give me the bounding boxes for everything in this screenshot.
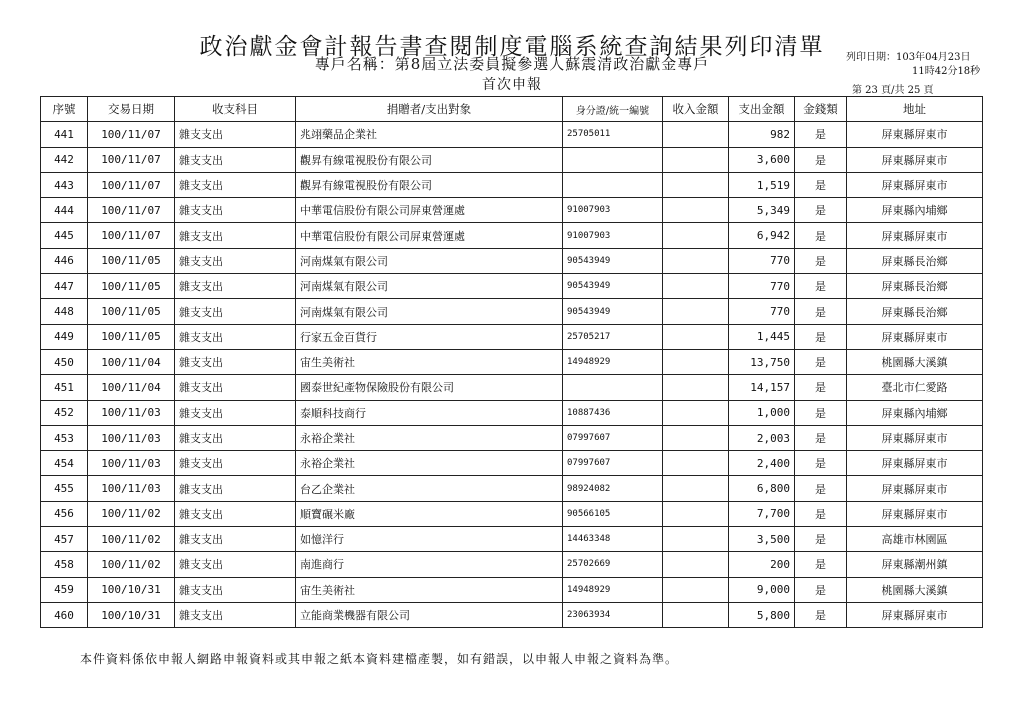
cell-cash: 是 [795,324,847,349]
table-row [41,602,983,627]
column-header-income: 收入金額 [663,97,729,122]
cell-address: 屏東縣內埔鄉 [847,400,983,425]
cell-id: 90543949 [563,299,663,324]
cell-expense: 770 [729,248,795,273]
account-name: 專戶名稱：第8屆立法委員擬參選人蘇震清政治獻金專戶 [314,55,710,73]
cell-date: 100/11/04 [88,349,175,374]
table-row [41,400,983,425]
cell-seq: 455 [41,476,88,501]
cell-cash: 是 [795,476,847,501]
cell-item: 雜支支出 [175,476,296,501]
column-header-item: 收支科目 [175,97,296,122]
table-row [41,274,983,299]
cell-seq: 449 [41,324,88,349]
cell-date: 100/11/07 [88,172,175,197]
cell-id: 23063934 [563,602,663,627]
table-row [41,223,983,248]
cell-item: 雜支支出 [175,324,296,349]
cell-seq: 442 [41,147,88,172]
cell-item: 雜支支出 [175,349,296,374]
cell-address: 屏東縣長治鄉 [847,299,983,324]
cell-expense: 200 [729,552,795,577]
cell-income [663,349,729,374]
cell-date: 100/11/03 [88,425,175,450]
cell-cash: 是 [795,501,847,526]
table-row [41,248,983,273]
cell-income [663,476,729,501]
page-indicator: 第 23 頁/共 25 頁 [852,85,934,96]
cell-income [663,274,729,299]
cell-income [663,501,729,526]
cell-seq: 445 [41,223,88,248]
cell-income [663,602,729,627]
table-row [41,552,983,577]
cell-item: 雜支支出 [175,552,296,577]
cell-cash: 是 [795,552,847,577]
table-row [41,324,983,349]
cell-address: 屏東縣長治鄉 [847,274,983,299]
cell-payee: 永裕企業社 [296,451,563,476]
cell-id: 25705217 [563,324,663,349]
cell-id: 14463348 [563,527,663,552]
table-row [41,172,983,197]
cell-expense: 3,500 [729,527,795,552]
column-header-date: 交易日期 [88,97,175,122]
cell-payee: 國泰世紀產物保險股份有限公司 [296,375,563,400]
cell-item: 雜支支出 [175,274,296,299]
table-row [41,501,983,526]
cell-address: 臺北市仁愛路 [847,375,983,400]
cell-cash: 是 [795,198,847,223]
cell-id: 07997607 [563,451,663,476]
cell-date: 100/11/05 [88,248,175,273]
print-date: 列印日期：103年04月23日 [846,52,971,63]
cell-seq: 457 [41,527,88,552]
cell-payee: 兆翊藥品企業社 [296,122,563,147]
cell-seq: 448 [41,299,88,324]
cell-address: 屏東縣屏東市 [847,172,983,197]
cell-address: 屏東縣屏東市 [847,425,983,450]
cell-seq: 447 [41,274,88,299]
cell-address: 屏東縣屏東市 [847,501,983,526]
cell-item: 雜支支出 [175,602,296,627]
table-row [41,198,983,223]
cell-cash: 是 [795,527,847,552]
cell-expense: 9,000 [729,577,795,602]
cell-id [563,147,663,172]
cell-address: 屏東縣屏東市 [847,324,983,349]
cell-id: 98924082 [563,476,663,501]
cell-address: 桃園縣大溪鎮 [847,349,983,374]
cell-date: 100/11/07 [88,223,175,248]
cell-expense: 770 [729,274,795,299]
cell-item: 雜支支出 [175,147,296,172]
cell-cash: 是 [795,299,847,324]
cell-date: 100/11/03 [88,400,175,425]
cell-income [663,577,729,602]
cell-date: 100/11/02 [88,552,175,577]
cell-expense: 1,000 [729,400,795,425]
cell-date: 100/11/02 [88,501,175,526]
report-title: 政治獻金會計報告書查閱制度電腦系統查詢結果列印清單 [199,34,825,60]
cell-income [663,122,729,147]
cell-cash: 是 [795,400,847,425]
cell-item: 雜支支出 [175,577,296,602]
cell-address: 屏東縣屏東市 [847,602,983,627]
cell-expense: 6,942 [729,223,795,248]
column-header-expense: 支出金額 [729,97,795,122]
cell-id: 14948929 [563,349,663,374]
cell-address: 桃園縣大溪鎮 [847,577,983,602]
cell-expense: 3,600 [729,147,795,172]
cell-address: 高雄市林園區 [847,527,983,552]
cell-item: 雜支支出 [175,172,296,197]
cell-address: 屏東縣屏東市 [847,122,983,147]
cell-address: 屏東縣屏東市 [847,223,983,248]
cell-cash: 是 [795,172,847,197]
cell-payee: 泰順科技商行 [296,400,563,425]
cell-id: 90543949 [563,274,663,299]
cell-date: 100/11/05 [88,274,175,299]
cell-cash: 是 [795,425,847,450]
cell-seq: 444 [41,198,88,223]
cell-expense: 5,349 [729,198,795,223]
cell-expense: 982 [729,122,795,147]
cell-id: 91007903 [563,223,663,248]
cell-item: 雜支支出 [175,198,296,223]
table-row [41,375,983,400]
cell-payee: 順寶碾米廠 [296,501,563,526]
column-header-address: 地址 [847,97,983,122]
filing-type: 首次申報 [482,77,542,93]
cell-payee: 河南煤氣有限公司 [296,248,563,273]
cell-payee: 河南煤氣有限公司 [296,299,563,324]
cell-item: 雜支支出 [175,501,296,526]
column-header-payee: 捐贈者/支出對象 [296,97,563,122]
cell-date: 100/11/04 [88,375,175,400]
cell-seq: 441 [41,122,88,147]
cell-payee: 永裕企業社 [296,425,563,450]
cell-id: 25702669 [563,552,663,577]
cell-address: 屏東縣屏東市 [847,476,983,501]
cell-expense: 1,445 [729,324,795,349]
cell-item: 雜支支出 [175,223,296,248]
cell-cash: 是 [795,274,847,299]
cell-seq: 450 [41,349,88,374]
cell-item: 雜支支出 [175,248,296,273]
print-time: 11時42分18秒 [912,66,981,77]
cell-seq: 456 [41,501,88,526]
cell-expense: 2,003 [729,425,795,450]
cell-id: 10887436 [563,400,663,425]
ledger-table [40,96,983,628]
table-row [41,299,983,324]
cell-payee: 宙生美術社 [296,577,563,602]
cell-cash: 是 [795,122,847,147]
table-row [41,349,983,374]
cell-payee: 台乙企業社 [296,476,563,501]
cell-income [663,375,729,400]
cell-address: 屏東縣長治鄉 [847,248,983,273]
cell-income [663,172,729,197]
cell-seq: 459 [41,577,88,602]
cell-income [663,248,729,273]
cell-seq: 452 [41,400,88,425]
table-row [41,451,983,476]
cell-date: 100/10/31 [88,577,175,602]
cell-seq: 451 [41,375,88,400]
cell-id: 07997607 [563,425,663,450]
cell-cash: 是 [795,223,847,248]
cell-id: 14948929 [563,577,663,602]
cell-income [663,147,729,172]
cell-expense: 2,400 [729,451,795,476]
cell-payee: 南進商行 [296,552,563,577]
cell-address: 屏東縣屏東市 [847,147,983,172]
cell-date: 100/11/03 [88,451,175,476]
table-row [41,122,983,147]
cell-id: 90566105 [563,501,663,526]
cell-payee: 中華電信股份有限公司屏東營運處 [296,198,563,223]
cell-income [663,324,729,349]
cell-date: 100/11/07 [88,147,175,172]
cell-date: 100/10/31 [88,602,175,627]
cell-payee: 宙生美術社 [296,349,563,374]
cell-income [663,451,729,476]
cell-payee: 觀昇有線電視股份有限公司 [296,147,563,172]
cell-item: 雜支支出 [175,122,296,147]
cell-cash: 是 [795,577,847,602]
cell-date: 100/11/07 [88,198,175,223]
column-header-seq: 序號 [41,97,88,122]
cell-income [663,400,729,425]
cell-income [663,198,729,223]
column-header-id: 身分證/統一編號 [563,97,663,122]
cell-payee: 行家五金百貨行 [296,324,563,349]
cell-seq: 446 [41,248,88,273]
cell-expense: 1,519 [729,172,795,197]
table-row [41,527,983,552]
cell-id [563,375,663,400]
cell-payee: 如憶洋行 [296,527,563,552]
cell-payee: 中華電信股份有限公司屏東營運處 [296,223,563,248]
table-row [41,425,983,450]
cell-income [663,552,729,577]
cell-payee: 河南煤氣有限公司 [296,274,563,299]
cell-payee: 立能商業機器有限公司 [296,602,563,627]
cell-cash: 是 [795,349,847,374]
table-row [41,147,983,172]
cell-id: 25705011 [563,122,663,147]
cell-id: 91007903 [563,198,663,223]
cell-date: 100/11/03 [88,476,175,501]
cell-date: 100/11/05 [88,324,175,349]
cell-date: 100/11/05 [88,299,175,324]
cell-cash: 是 [795,602,847,627]
column-header-cash: 金錢類 [795,97,847,122]
cell-cash: 是 [795,451,847,476]
cell-seq: 460 [41,602,88,627]
cell-seq: 453 [41,425,88,450]
cell-address: 屏東縣屏東市 [847,451,983,476]
cell-seq: 454 [41,451,88,476]
table-row [41,577,983,602]
cell-item: 雜支支出 [175,451,296,476]
cell-item: 雜支支出 [175,527,296,552]
cell-expense: 5,800 [729,602,795,627]
cell-address: 屏東縣內埔鄉 [847,198,983,223]
cell-id: 90543949 [563,248,663,273]
cell-item: 雜支支出 [175,400,296,425]
cell-item: 雜支支出 [175,425,296,450]
cell-address: 屏東縣潮州鎮 [847,552,983,577]
cell-date: 100/11/02 [88,527,175,552]
table-row [41,476,983,501]
cell-seq: 458 [41,552,88,577]
cell-income [663,299,729,324]
cell-seq: 443 [41,172,88,197]
footer-note: 本件資料係依申報人網路申報資料或其申報之紙本資料建檔產製，如有錯誤，以申報人申報之資料為準。 [80,652,679,666]
cell-item: 雜支支出 [175,375,296,400]
cell-expense: 770 [729,299,795,324]
cell-income [663,425,729,450]
cell-cash: 是 [795,375,847,400]
cell-expense: 6,800 [729,476,795,501]
cell-item: 雜支支出 [175,299,296,324]
cell-expense: 13,750 [729,349,795,374]
cell-income [663,223,729,248]
cell-cash: 是 [795,147,847,172]
cell-date: 100/11/07 [88,122,175,147]
cell-payee: 觀昇有線電視股份有限公司 [296,172,563,197]
cell-expense: 7,700 [729,501,795,526]
cell-cash: 是 [795,248,847,273]
ledger-body [41,122,983,628]
cell-id [563,172,663,197]
table-header-row [41,97,983,122]
cell-expense: 14,157 [729,375,795,400]
cell-income [663,527,729,552]
